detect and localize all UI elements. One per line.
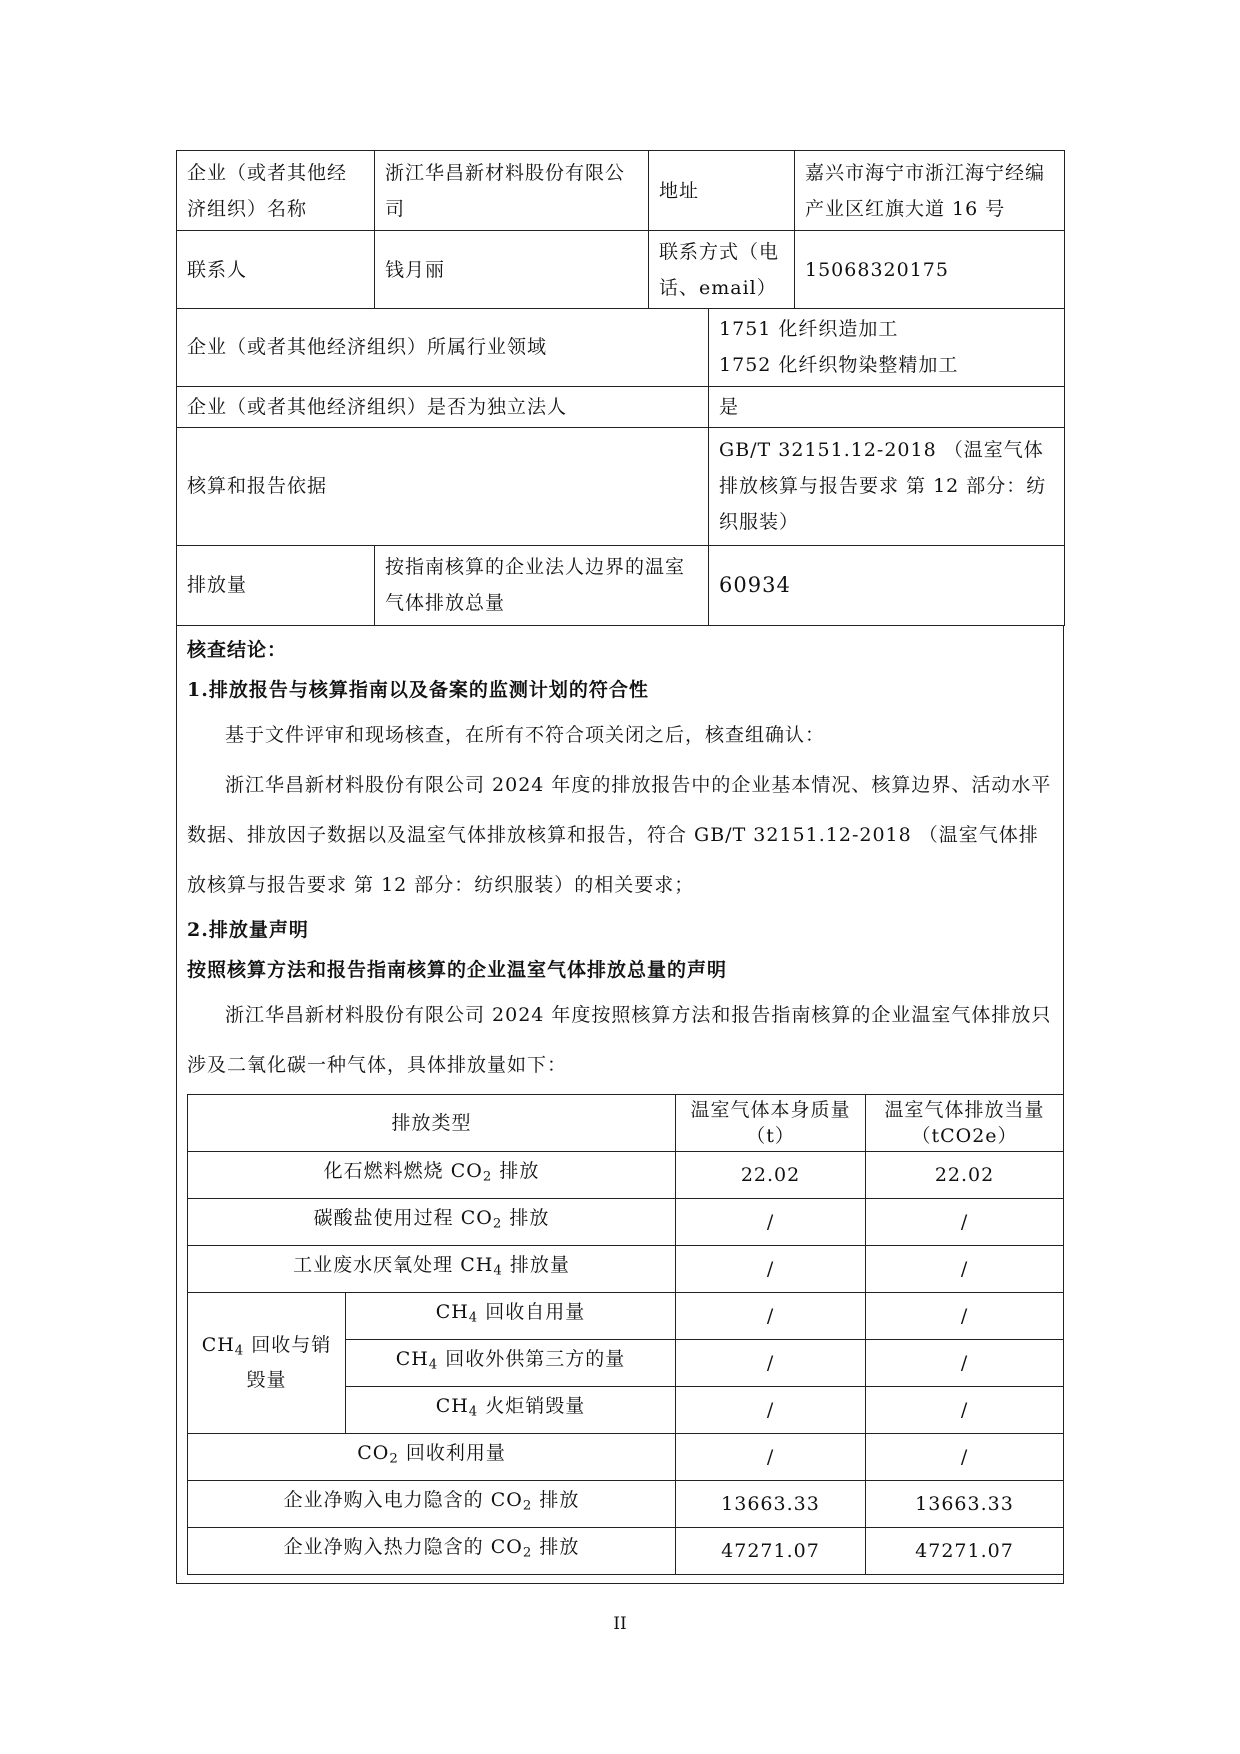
industry-label: 企业（或者其他经济组织）所属行业领域 (177, 308, 709, 386)
row-fossil-fuel-co2e: 22.02 (866, 1151, 1064, 1198)
address-value: 嘉兴市海宁市浙江海宁经编产业区红旗大道 16 号 (795, 151, 1065, 231)
company-name-label: 企业（或者其他经济组织）名称 (177, 151, 375, 231)
row-ch4-flare-mass: / (676, 1386, 866, 1433)
company-detail-table (176, 308, 1065, 626)
row-fossil-fuel-mass: 22.02 (676, 1151, 866, 1198)
legal-person-value: 是 (709, 386, 1065, 427)
table-row (188, 1198, 1064, 1245)
emission-label: 排放量 (177, 545, 375, 625)
table-row (188, 1151, 1064, 1198)
company-info-table (176, 150, 1065, 309)
row-wastewater-co2e: / (866, 1245, 1064, 1292)
row-ch4-third-party: $CH_4$ 回收外供第三方的量 (346, 1339, 676, 1386)
page-number: II (613, 1614, 627, 1634)
contact-label: 联系人 (177, 231, 375, 309)
legal-person-label: 企业（或者其他经济组织）是否为独立法人 (177, 386, 709, 427)
emissions-table (187, 1094, 1064, 1575)
row-heat-co2e: 47271.07 (866, 1527, 1064, 1574)
row-wastewater: 工业废水厌氧处理 $CH_4$ 排放量 (188, 1245, 676, 1292)
row-ch4-self-use-mass: / (676, 1292, 866, 1339)
contact-value: 钱月丽 (375, 231, 649, 309)
section-2-heading: 2.排放量声明 (187, 918, 309, 941)
row-electricity-mass: 13663.33 (676, 1480, 866, 1527)
industry-line-2: 1752 化纤织物染整精加工 (719, 354, 959, 376)
row-carbonate-mass: / (676, 1198, 866, 1245)
row-ch4-third-party-mass: / (676, 1339, 866, 1386)
conclusion-title: 核查结论： (187, 638, 288, 661)
subsection-heading: 按照核算方法和报告指南核算的企业温室气体排放总量的声明 (187, 958, 728, 981)
row-carbonate-co2e: / (866, 1198, 1064, 1245)
group-ch4-recovery: $CH_4$ 回收与销毁量 (188, 1292, 346, 1433)
header-emission-type: 排放类型 (188, 1094, 676, 1151)
report-page (176, 150, 1064, 1584)
paragraph-1: 基于文件评审和现场核查，在所有不符合项关闭之后，核查组确认： (225, 723, 826, 746)
row-ch4-flare-co2e: / (866, 1386, 1064, 1433)
row-electricity-co2e: 13663.33 (866, 1480, 1064, 1527)
table-row (188, 1480, 1064, 1527)
section-1-heading: 1.排放报告与核算指南以及备案的监测计划的符合性 (187, 678, 649, 701)
table-row (188, 1292, 1064, 1339)
header-mass: 温室气体本身质量（t） (676, 1094, 866, 1151)
header-co2e: 温室气体排放当量（tCO2e） (866, 1094, 1064, 1151)
row-co2-recovery: $CO_2$ 回收利用量 (188, 1433, 676, 1480)
industry-line-1: 1751 化纤织造加工 (719, 318, 899, 340)
row-fossil-fuel: 化石燃料燃烧 $CO_2$ 排放 (188, 1151, 676, 1198)
phone-label: 联系方式（电话、email） (649, 231, 795, 309)
basis-value: GB/T 32151.12-2018 （温室气体排放核算与报告要求 第 12 部分：纺织服装） (709, 427, 1065, 545)
industry-value (709, 308, 1065, 386)
row-ch4-self-use: $CH_4$ 回收自用量 (346, 1292, 676, 1339)
row-co2-recovery-co2e: / (866, 1433, 1064, 1480)
row-wastewater-mass: / (676, 1245, 866, 1292)
table-row (188, 1245, 1064, 1292)
row-heat: 企业净购入热力隐含的 $CO_2$ 排放 (188, 1527, 676, 1574)
row-ch4-flare: $CH_4$ 火炬销毁量 (346, 1386, 676, 1433)
row-carbonate: 碳酸盐使用过程 $CO_2$ 排放 (188, 1198, 676, 1245)
row-co2-recovery-mass: / (676, 1433, 866, 1480)
row-heat-mass: 47271.07 (676, 1527, 866, 1574)
paragraph-2: 浙江华昌新材料股份有限公司 2024 年度的排放报告中的企业基本情况、核算边界、活动水平数据、排放因子数据以及温室气体排放核算和报告，符合 GB/T 32151.12-2018 （温室气体排放核算与报告要求 第 12 部分：纺织服装）的相关要求； (187, 773, 1052, 896)
row-ch4-third-party-co2e: / (866, 1339, 1064, 1386)
table-row (188, 1527, 1064, 1574)
paragraph-3: 浙江华昌新材料股份有限公司 2024 年度按照核算方法和报告指南核算的企业温室气体排放只涉及二氧化碳一种气体，具体排放量如下： (187, 1003, 1052, 1076)
row-ch4-self-use-co2e: / (866, 1292, 1064, 1339)
phone-value: 15068320175 (795, 231, 1065, 309)
emission-total-value: 60934 (709, 545, 1065, 625)
row-electricity: 企业净购入电力隐含的 $CO_2$ 排放 (188, 1480, 676, 1527)
basis-label: 核算和报告依据 (177, 427, 709, 545)
conclusion-section (176, 626, 1064, 1584)
address-label: 地址 (649, 151, 795, 231)
emission-description: 按指南核算的企业法人边界的温室气体排放总量 (375, 545, 709, 625)
company-name-value: 浙江华昌新材料股份有限公司 (375, 151, 649, 231)
table-row (188, 1433, 1064, 1480)
